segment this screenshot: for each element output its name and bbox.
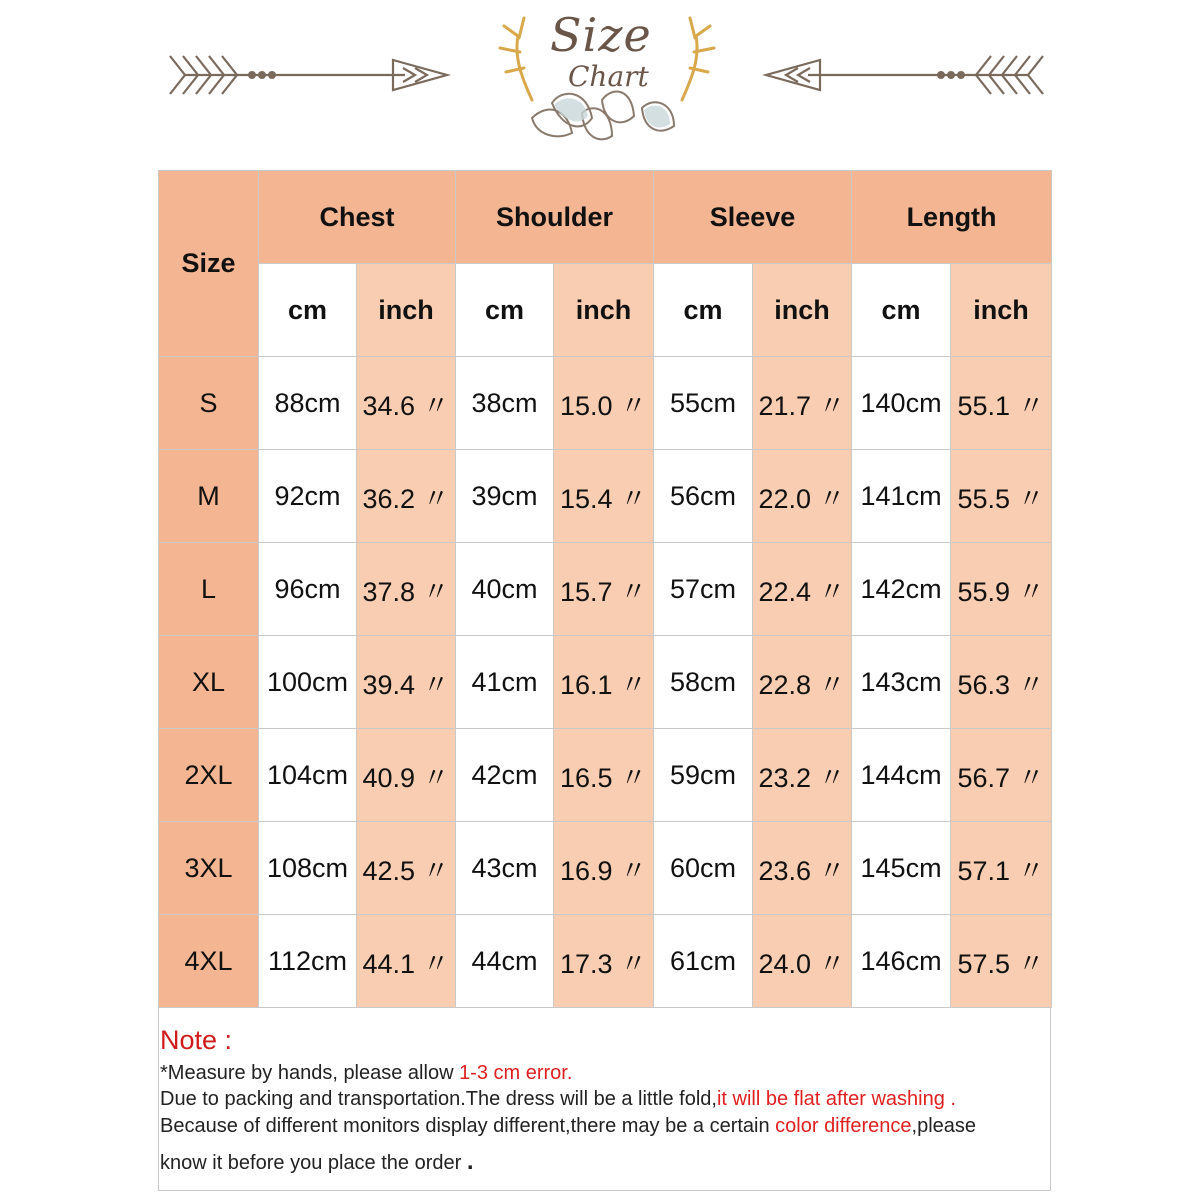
sleeve-inch-header: inch [753,264,852,357]
length-inch-value: 56.7 〃 [951,729,1052,822]
length-inch-value: 55.5 〃 [951,450,1052,543]
chest-inch-value: 34.6 〃 [357,357,456,450]
right-arrow-icon [758,48,1048,103]
chest-cm-value: 88cm [259,357,357,450]
length-inch-value: 57.1 〃 [951,822,1052,915]
sleeve-inch-value: 24.0 〃 [753,915,852,1008]
size-label: 2XL [159,729,259,822]
sleeve-cm-value: 59cm [654,729,753,822]
sleeve-inch-value: 22.0 〃 [753,450,852,543]
shoulder-cm-value: 40cm [456,543,554,636]
length-header: Length [852,171,1052,264]
note-line-text: know it before you place the order [160,1152,462,1174]
sleeve-inch-value: 21.7 〃 [753,357,852,450]
chest-inch-value: 36.2 〃 [357,450,456,543]
length-cm-value: 145cm [852,822,951,915]
sleeve-cm-value: 55cm [654,357,753,450]
note-line-monitor [160,1115,976,1138]
shoulder-inch-value: 15.7 〃 [554,543,654,636]
size-label: L [159,543,259,636]
size-column-header: Size [159,171,259,357]
size-label: S [159,357,259,450]
chest-inch-value: 39.4 〃 [357,636,456,729]
note-period: . [466,1148,474,1175]
sleeve-cm-value: 60cm [654,822,753,915]
length-inch-value: 55.9 〃 [951,543,1052,636]
chest-inch-value: 37.8 〃 [357,543,456,636]
shoulder-inch-header: inch [554,264,654,357]
table-row [159,543,1052,636]
logo-subtitle: Chart [568,60,649,93]
note-line-text: Due to packing and transportation.The dress will be a little fold, [160,1088,717,1110]
size-label: M [159,450,259,543]
chest-header: Chest [259,171,456,264]
note-line-text: ,please [911,1115,977,1137]
shoulder-cm-value: 39cm [456,450,554,543]
length-inch-header: inch [951,264,1052,357]
note-line-text: Because of different monitors display different,there may be a certain [160,1115,776,1137]
table-row [159,357,1052,450]
table-row [159,450,1052,543]
table-row [159,636,1052,729]
size-chart-header [0,0,1200,160]
size-chart-table [158,170,1052,1008]
sleeve-cm-value: 61cm [654,915,753,1008]
chest-cm-value: 108cm [259,822,357,915]
chest-cm-value: 100cm [259,636,357,729]
chest-cm-value: 112cm [259,915,357,1008]
note-highlight: color difference [775,1115,912,1137]
length-cm-value: 141cm [852,450,951,543]
sleeve-header: Sleeve [654,171,852,264]
shoulder-header: Shoulder [456,171,654,264]
sleeve-cm-value: 58cm [654,636,753,729]
note-line-text: *Measure by hands, please allow [160,1062,460,1084]
note-line-order [160,1148,474,1176]
length-cm-header: cm [852,264,951,357]
chest-inch-value: 42.5 〃 [357,822,456,915]
note-section [158,1007,1051,1191]
shoulder-cm-value: 43cm [456,822,554,915]
chest-inch-value: 44.1 〃 [357,915,456,1008]
note-line-packing [160,1088,956,1111]
shoulder-cm-value: 41cm [456,636,554,729]
note-highlight: 1-3 cm error. [459,1062,573,1084]
shoulder-cm-value: 42cm [456,729,554,822]
sleeve-cm-value: 56cm [654,450,753,543]
length-cm-value: 140cm [852,357,951,450]
table-row [159,915,1052,1008]
sleeve-inch-value: 22.8 〃 [753,636,852,729]
note-highlight: it will be flat after washing . [716,1088,956,1110]
shoulder-inch-value: 16.5 〃 [554,729,654,822]
length-inch-value: 55.1 〃 [951,357,1052,450]
shoulder-cm-value: 38cm [456,357,554,450]
logo-title: Size [550,8,652,62]
shoulder-inch-value: 15.4 〃 [554,450,654,543]
chest-inch-header: inch [357,264,456,357]
shoulder-inch-value: 15.0 〃 [554,357,654,450]
length-inch-value: 56.3 〃 [951,636,1052,729]
chest-cm-value: 104cm [259,729,357,822]
length-cm-value: 146cm [852,915,951,1008]
left-arrow-icon [165,48,455,103]
chest-inch-value: 40.9 〃 [357,729,456,822]
shoulder-inch-value: 16.9 〃 [554,822,654,915]
table-row [159,729,1052,822]
shoulder-inch-value: 17.3 〃 [554,915,654,1008]
note-line-measure [160,1062,572,1085]
chest-cm-value: 92cm [259,450,357,543]
chest-cm-value: 96cm [259,543,357,636]
note-title: Note : [160,1025,233,1055]
sleeve-inch-value: 23.6 〃 [753,822,852,915]
sleeve-inch-value: 22.4 〃 [753,543,852,636]
length-cm-value: 143cm [852,636,951,729]
length-inch-value: 57.5 〃 [951,915,1052,1008]
size-label: XL [159,636,259,729]
shoulder-cm-header: cm [456,264,554,357]
size-label: 3XL [159,822,259,915]
sleeve-cm-value: 57cm [654,543,753,636]
sleeve-cm-header: cm [654,264,753,357]
shoulder-cm-value: 44cm [456,915,554,1008]
table-row [159,822,1052,915]
length-cm-value: 144cm [852,729,951,822]
sleeve-inch-value: 23.2 〃 [753,729,852,822]
length-cm-value: 142cm [852,543,951,636]
shoulder-inch-value: 16.1 〃 [554,636,654,729]
size-label: 4XL [159,915,259,1008]
chest-cm-header: cm [259,264,357,357]
